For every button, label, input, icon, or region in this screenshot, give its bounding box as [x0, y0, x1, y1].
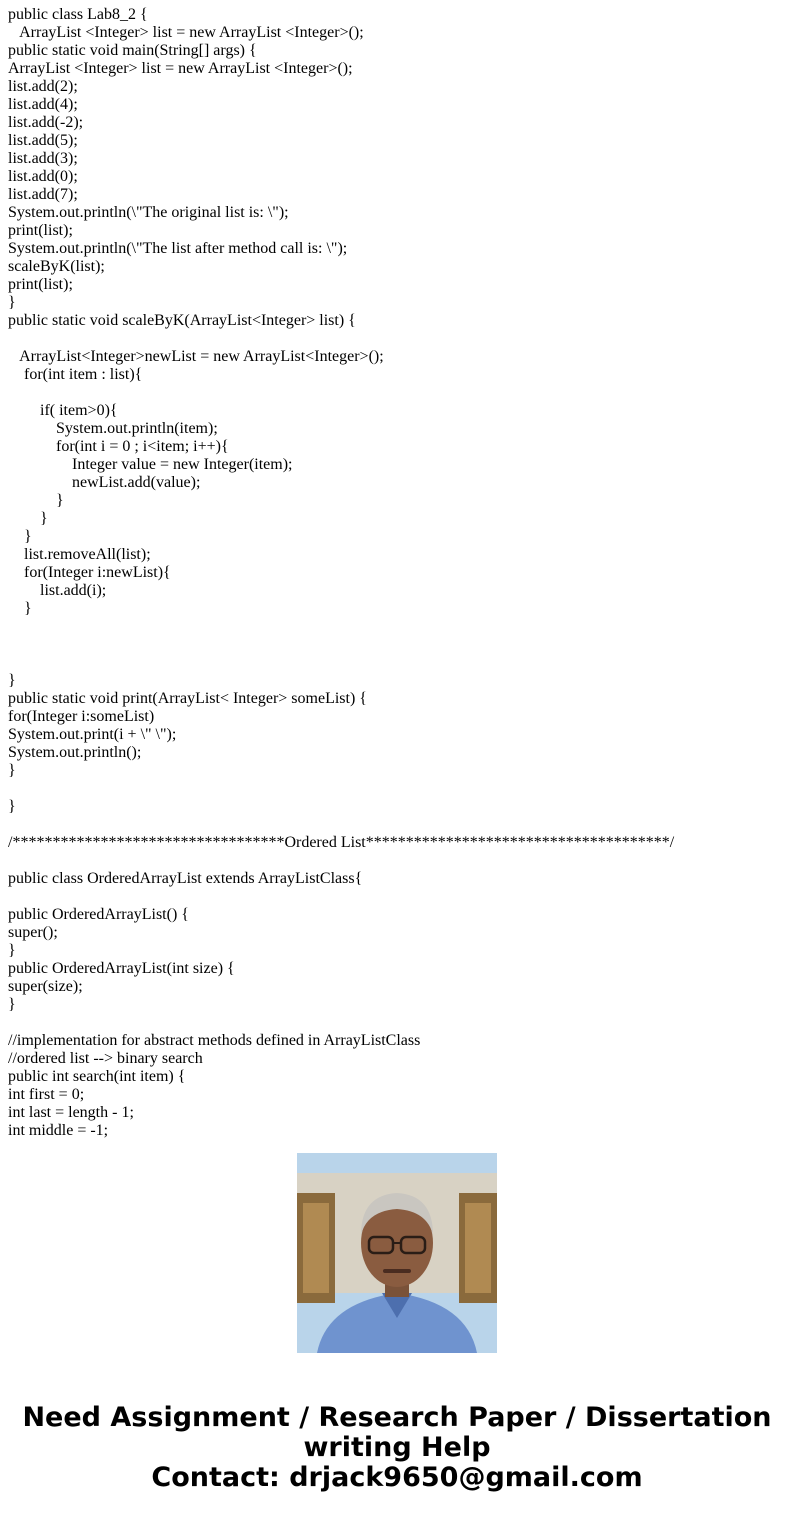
- code-line: [8, 852, 788, 870]
- code-line: for(Integer i:newList){: [8, 564, 171, 581]
- code-line: [8, 888, 788, 906]
- avatar-portrait: [297, 1153, 497, 1353]
- promo-line-2: writing Help: [303, 1432, 491, 1463]
- code-line: Integer value = new Integer(item);: [8, 456, 293, 473]
- code-line: }: [8, 528, 32, 545]
- avatar: [297, 1153, 497, 1353]
- code-line: //implementation for abstract methods defined in ArrayListClass: [8, 1032, 421, 1049]
- code-line: for(int item : list){: [8, 366, 143, 383]
- code-line: int last = length - 1;: [8, 1104, 134, 1121]
- code-line: list.add(3);: [8, 150, 78, 167]
- code-line: public class OrderedArrayList extends ArrayListClass{: [8, 870, 363, 887]
- code-line: public OrderedArrayList() {: [8, 906, 189, 923]
- code-line: }: [8, 942, 16, 959]
- code-line: ArrayList <Integer> list = new ArrayList <Integer>();: [8, 60, 353, 77]
- code-line: ArrayList<Integer>newList = new ArrayList<Integer>();: [8, 348, 384, 365]
- code-line: list.add(2);: [8, 78, 78, 95]
- code-line: list.add(4);: [8, 96, 78, 113]
- code-line: }: [8, 492, 64, 509]
- code-line: list.removeAll(list);: [8, 546, 151, 563]
- code-line: public static void print(ArrayList< Integer> someList) {: [8, 690, 367, 707]
- code-line: [8, 384, 788, 402]
- code-line: System.out.println();: [8, 744, 142, 761]
- code-line: print(list);: [8, 276, 73, 293]
- code-line: }: [8, 798, 16, 815]
- code-line: [8, 816, 788, 834]
- code-line: [8, 636, 788, 654]
- code-line: public static void main(String[] args) {: [8, 42, 257, 59]
- code-line: for(Integer i:someList): [8, 708, 155, 725]
- code-line: [8, 330, 788, 348]
- code-line: System.out.println(\"The list after method call is: \");: [8, 240, 348, 257]
- code-line: public OrderedArrayList(int size) {: [8, 960, 235, 977]
- code-line: list.add(-2);: [8, 114, 84, 131]
- code-line: list.add(5);: [8, 132, 78, 149]
- code-line: }: [8, 294, 16, 311]
- code-line: public int search(int item) {: [8, 1068, 186, 1085]
- code-line: }: [8, 510, 48, 527]
- code-line: System.out.println(\"The original list is: \");: [8, 204, 289, 221]
- code-line: public static void scaleByK(ArrayList<Integer> list) {: [8, 312, 356, 329]
- promo-banner: [0, 1403, 794, 1493]
- code-line: [8, 654, 788, 672]
- code-line: super();: [8, 924, 58, 941]
- code-line: //ordered list --> binary search: [8, 1050, 203, 1067]
- code-line: }: [8, 600, 32, 617]
- code-line: }: [8, 996, 16, 1013]
- code-line: scaleByK(list);: [8, 258, 105, 275]
- code-line: list.add(0);: [8, 168, 78, 185]
- code-line: public class Lab8_2 {: [8, 6, 148, 23]
- code-line: if( item>0){: [8, 402, 118, 419]
- code-line: System.out.print(i + \" \");: [8, 726, 177, 743]
- code-line: list.add(i);: [8, 582, 107, 599]
- code-line: int middle = -1;: [8, 1122, 109, 1139]
- code-line: for(int i = 0 ; i<item; i++){: [8, 438, 229, 455]
- code-line: super(size);: [8, 978, 83, 995]
- code-line: [8, 618, 788, 636]
- code-line: int first = 0;: [8, 1086, 85, 1103]
- code-line: newList.add(value);: [8, 474, 201, 491]
- code-line: /**********************************Ordered List**************************************/: [8, 834, 675, 851]
- code-listing: [8, 6, 788, 1139]
- promo-line-3: Contact: drjack9650@gmail.com: [151, 1462, 643, 1493]
- code-line: list.add(7);: [8, 186, 78, 203]
- code-line: ArrayList <Integer> list = new ArrayList <Integer>();: [8, 24, 364, 41]
- code-line: [8, 1014, 788, 1032]
- code-line: }: [8, 762, 16, 779]
- code-line: print(list);: [8, 222, 73, 239]
- code-line: [8, 780, 788, 798]
- code-line: }: [8, 672, 16, 689]
- promo-line-1: Need Assignment / Research Paper / Dissertation: [22, 1402, 772, 1433]
- code-line: System.out.println(item);: [8, 420, 218, 437]
